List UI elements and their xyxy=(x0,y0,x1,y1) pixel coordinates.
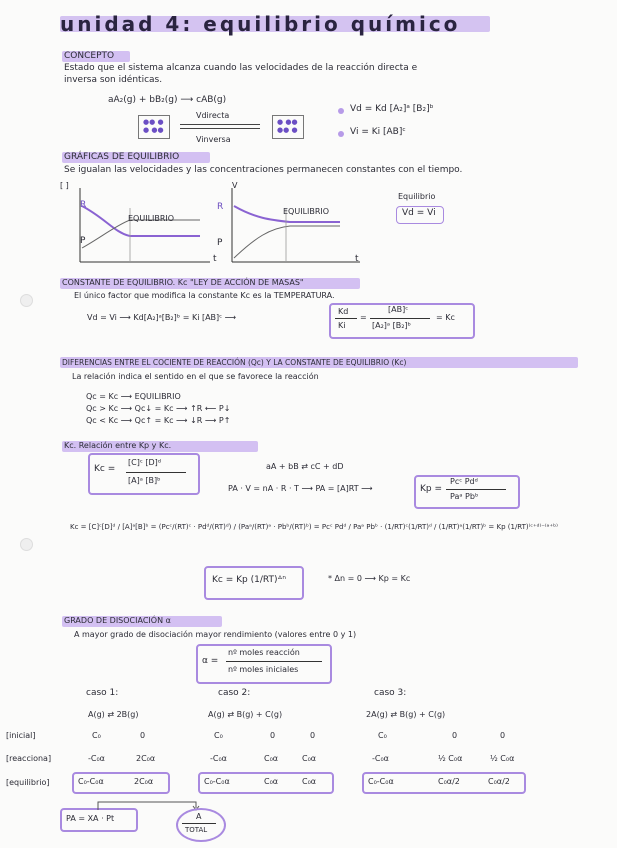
delta-n-note: * Δn = 0 ⟶ Kp = Kc xyxy=(328,574,411,583)
frac-line-6 xyxy=(182,823,216,824)
graficas-header: GRÁFICAS DE EQUILIBRIO xyxy=(64,152,180,162)
caso2-equ-a: C₀-C₀α xyxy=(204,777,230,786)
qc-row-3: Qc < Kc ⟶ Qc↑ = Kc ⟶ ↓R ⟶ P↑ xyxy=(86,416,231,425)
caso3-rea-b: ½ C₀α xyxy=(438,754,463,763)
reverse-arrow xyxy=(180,128,260,129)
frac-line-4 xyxy=(446,489,506,490)
kp-lhs: Kp = xyxy=(420,484,443,494)
ki-den: Ki xyxy=(338,321,346,330)
caso3-ini-a: C₀ xyxy=(378,731,387,740)
forward-arrow xyxy=(180,124,260,125)
vi-formula: Vi = Ki [AB]ᶜ xyxy=(350,127,406,137)
ab-den: [A₂]ᵃ [B₂]ᵇ xyxy=(372,321,411,330)
caso2-ini-b: 0 xyxy=(270,731,276,740)
caso3-equ-c: C₀α/2 xyxy=(488,777,510,786)
graph1-r-label: R xyxy=(80,200,87,210)
constante-text: El único factor que modifica la constante Kc es la TEMPERATURA. xyxy=(74,291,335,300)
kc-num: [C]ᶜ [D]ᵈ xyxy=(128,458,161,467)
frac-line-2 xyxy=(370,318,430,319)
caso3-equ-b: C₀α/2 xyxy=(438,777,460,786)
kd-num: Kd xyxy=(338,307,349,316)
caso-3-label: caso 3: xyxy=(374,688,407,698)
caso-1-label: caso 1: xyxy=(86,688,119,698)
caso-2-label: caso 2: xyxy=(218,688,251,698)
equals-sign: = xyxy=(360,313,367,322)
caso1-ini-b: 0 xyxy=(140,731,146,740)
caso2-ini-c: 0 xyxy=(310,731,316,740)
diferencias-header: DIFERENCIAS ENTRE EL COCIENTE DE REACCIÓN (Qc) Y LA CONSTANTE DE EQUILIBRIO (Kc) xyxy=(62,358,407,367)
row-reacciona-label: [reacciona] xyxy=(6,754,52,763)
reactant-box xyxy=(138,115,170,139)
equilibrium-graphs xyxy=(60,178,380,270)
caso1-reaction: A(g) ⇄ 2B(g) xyxy=(88,710,139,719)
kc-kp-formula: Kc = Kp (1/RT)ᐞⁿ xyxy=(212,575,286,585)
graph1-yaxis-label: [ ] xyxy=(60,181,69,190)
kp-den: Paᵃ Pbᵇ xyxy=(450,492,479,501)
graph1-t-label: t xyxy=(213,254,217,264)
alpha-num: nº moles reacción xyxy=(228,648,300,657)
caso2-ini-a: C₀ xyxy=(214,731,223,740)
graph2-p-label: P xyxy=(217,238,223,248)
caso1-equ-b: 2C₀α xyxy=(134,777,154,786)
molecule-icons: ●● ● ● ●● xyxy=(143,118,164,134)
qc-row-2: Qc > Kc ⟶ Qc↓ = Kc ⟶ ↑R ⟵ P↓ xyxy=(86,404,231,413)
page-title: unidad 4: equilibrio químico xyxy=(60,12,461,36)
graph1-p-label: P xyxy=(80,236,86,246)
caso3-ini-c: 0 xyxy=(500,731,506,740)
ideal-gas-eq: PA · V = nA · R · T ⟶ PA = [A]RT ⟶ xyxy=(228,484,373,493)
total-top: A xyxy=(196,812,202,821)
constante-equation: Vd = Vi ⟶ Kd[A₂]ᵃ[B₂]ᵇ = Ki [AB]ᶜ ⟶ xyxy=(87,313,237,322)
caso2-equ-b: C₀α xyxy=(264,777,279,786)
concepto-header: CONCEPTO xyxy=(64,51,115,61)
general-reaction: aA + bB ⇄ cC + dD xyxy=(266,462,344,471)
graph1-equilibrio-label: EQUILIBRIO xyxy=(128,214,175,223)
concepto-text-1: Estado que el sistema alcanza cuando las velocidades de la reacción directa e xyxy=(64,63,418,73)
total-bot: TOTAL xyxy=(185,826,208,834)
graph2-yaxis-label: V xyxy=(232,181,238,190)
concepto-reaction: aA₂(g) + bB₂(g) ⟶ cAB(g) xyxy=(108,95,227,105)
kc-lhs: Kc = xyxy=(94,464,116,474)
caso3-rea-a: -C₀α xyxy=(372,754,389,763)
alpha-den: nº moles iniciales xyxy=(228,665,299,674)
graph2-equilibrio-label: EQUILIBRIO xyxy=(283,207,330,216)
caso1-rea-b: 2C₀α xyxy=(136,754,156,763)
row-inicial-label: [inicial] xyxy=(6,731,36,740)
concepto-text-2: inversa son idénticas. xyxy=(64,75,163,85)
kc-tail: = Kc xyxy=(436,313,455,322)
caso2-rea-b: C₀α xyxy=(264,754,279,763)
vd-formula: Vd = Kd [A₂]ᵃ [B₂]ᵇ xyxy=(350,104,434,114)
caso1-ini-a: C₀ xyxy=(92,731,101,740)
caso3-equ-a: C₀-C₀α xyxy=(368,777,394,786)
vinversa-label: Vinversa xyxy=(196,135,231,144)
kp-num: Pcᶜ Pdᵈ xyxy=(450,477,478,486)
caso2-equ-c: C₀α xyxy=(302,777,317,786)
graph2-t-label: t xyxy=(355,254,359,264)
kc-den: [A]ᵃ [B]ᵇ xyxy=(128,476,161,485)
qc-row-1: Qc = Kc ⟶ EQUILIBRIO xyxy=(86,392,181,401)
side-equilibrio-label: Equilibrio xyxy=(398,192,436,201)
caso3-rea-c: ½ C₀α xyxy=(490,754,515,763)
product-curve xyxy=(82,220,200,248)
long-derivation: Kc = [C]ᶜ[D]ᵈ / [A]ᵃ[B]ᵇ = (Pcᶜ/(RT)ᶜ · Pdᵈ/(RT)ᵈ) / (Paᵃ/(RT)ᵃ · Pbᵇ/(RT)ᵇ) = Pcᶜ Pdᵈ / Paᵃ Pbᵇ · (1/RT)ᶜ(1/RT)ᵈ / (1/RT)ᵃ(1/RT)ᵇ = Kp (1/RT)⁽ᶜ⁺ᵈ⁾⁻⁽ᵃ⁺ᵇ⁾ xyxy=(70,523,558,531)
diferencias-text: La relación indica el sentido en el que se favorece la reacción xyxy=(72,372,319,381)
bullet-icon xyxy=(338,108,344,114)
disociacion-text: A mayor grado de disociación mayor rendimiento (valores entre 0 y 1) xyxy=(74,630,357,639)
graph2-r-label: R xyxy=(217,202,224,212)
caso1-rea-a: -C₀α xyxy=(88,754,105,763)
constante-header: CONSTANTE DE EQUILIBRIO. Kc "LEY DE ACCIÓN DE MASAS" xyxy=(62,278,304,287)
caso2-rea-c: C₀α xyxy=(302,754,317,763)
caso2-rea-a: -C₀α xyxy=(210,754,227,763)
ab-num: [AB]ᶜ xyxy=(388,305,409,314)
molecule-icons-2: ● ●● ●● ● xyxy=(277,118,298,134)
vd-vi-label: Vd = Vi xyxy=(402,208,436,218)
graficas-text: Se igualan las velocidades y las concentraciones permanecen constantes con el tiempo. xyxy=(64,165,463,175)
vdirecta-label: Vdirecta xyxy=(196,111,230,120)
pa-formula: PA = XA · Pt xyxy=(66,814,115,823)
frac-line xyxy=(335,318,357,319)
binder-hole xyxy=(20,294,33,307)
frac-line-5 xyxy=(226,661,322,662)
kp-header: Kc. Relación entre Kp y Kc. xyxy=(64,441,172,450)
caso3-ini-b: 0 xyxy=(452,731,458,740)
product-box xyxy=(272,115,304,139)
caso2-reaction: A(g) ⇄ B(g) + C(g) xyxy=(208,710,283,719)
binder-hole xyxy=(20,538,33,551)
caso1-equ-a: C₀-C₀α xyxy=(78,777,104,786)
frac-line-3 xyxy=(126,472,186,473)
disociacion-header: GRADO DE DISOCIACIÓN α xyxy=(64,616,171,625)
vi-curve xyxy=(234,226,340,258)
alpha-lhs: α = xyxy=(202,656,219,666)
bullet-icon xyxy=(338,131,344,137)
row-equilibrio-label: [equilibrio] xyxy=(6,778,50,787)
caso3-reaction: 2A(g) ⇄ B(g) + C(g) xyxy=(366,710,446,719)
